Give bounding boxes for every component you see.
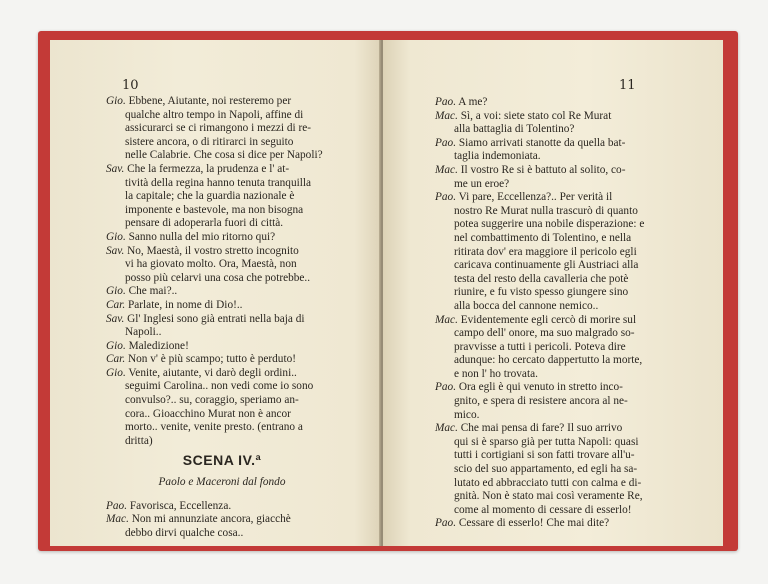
text-line [435,477,695,491]
text-line [106,421,338,435]
text-line [106,408,338,422]
speaker-label: Mac. [435,163,458,176]
line-text: Favorisca, Eccellenza. [129,499,232,512]
line-text: nelle Calabrie. Che cosa si dice per Napoli? [125,149,323,162]
line-text: posso più celarvi una cosa che potrebbe.. [125,271,311,284]
line-text: pensare di adoperarla fuori di città. [125,217,284,230]
line-text: ritirata dov' era maggiore il pericolo egli [454,245,637,258]
text-line [106,435,338,449]
speaker-label: Pao. [435,96,457,108]
text-line [435,218,695,232]
line-text: tività della regina hanno tenuta tranquilla [125,176,312,189]
line-text: taglia indemoniata. [454,150,541,163]
line-text: imponente e bastevole, ma non bisogna [125,203,304,216]
speaker-label: Pao. [435,381,457,394]
left-page-text [106,95,338,540]
text-line [435,246,695,260]
text-line [106,163,338,177]
line-text: come al momento di cessare di esserlo! [454,503,632,516]
text-line [435,259,695,273]
text-line [106,109,338,123]
text-line [435,409,695,423]
speaker-label: Gio. [106,95,126,107]
line-text: Sì, a voi: siete stato col Re Murat [460,109,612,122]
line-text: riunire, e fu visto spesso giungere sino [454,286,629,299]
line-text: Napoli.. [125,326,162,339]
text-line [106,231,338,245]
line-text: campo dell' onore, ma suo malgrado so- [454,327,635,340]
text-line [106,527,338,541]
text-line [435,314,695,328]
line-text: A me? [458,96,488,108]
text-line [106,500,338,514]
line-text: Sanno nulla del mio ritorno qui? [128,230,276,243]
text-line [106,353,338,367]
text-line [106,122,338,136]
speaker-label: Mac. [435,313,458,326]
speaker-label: Gio. [106,285,126,298]
speaker-label: Mac. [435,109,458,122]
line-text: Vi pare, Eccellenza?.. Per verità il [458,191,613,204]
speaker-label: Sav. [106,162,125,175]
speaker-label: Car. [106,298,126,311]
text-line [106,313,338,327]
text-line [106,326,338,340]
text-line [106,367,338,381]
text-line [106,258,338,272]
text-line [435,232,695,246]
line-text: Non mi annunziate ancora, giacchè [131,513,291,526]
line-text: Maledizione! [128,339,189,352]
text-line [435,178,695,192]
line-text: nostro Re Murat nulla trascurò di quanto [454,204,638,217]
line-text: caricava continuamente gli Austriaci alla [454,259,639,272]
line-text: e non l' ho trovata. [454,367,538,380]
text-line [106,340,338,354]
text-line [435,395,695,409]
text-line [435,517,695,531]
page-number-right: 11 [619,78,636,93]
line-text: gnità. Non è stato mai così veramente Re, [454,490,643,503]
speaker-label: Gio. [106,339,126,352]
line-text: assicurarci se ci rimangono i mezzi di re- [125,122,312,135]
text-line [435,137,695,151]
speaker-label: Sav. [106,244,125,257]
text-line [106,380,338,394]
speaker-label: Car. [106,353,126,366]
line-text: morto.. venite, venite presto. (entrano a [125,421,303,434]
text-line [435,354,695,368]
line-text: qualche altro tempo in Napoli, affine di [125,108,304,121]
scene-title: SCENA IV.ª [182,452,262,469]
speaker-label: Gio. [106,230,126,243]
line-text: Parlate, in nome di Dio!.. [127,298,243,311]
speaker-label: Pao. [435,136,457,149]
line-text: alla battaglia di Tolentino? [454,123,575,136]
line-text: Che mai?.. [128,285,178,298]
line-text: lutato ed abbracciato tutti con calma e di- [454,476,642,489]
line-text: tutti i cortigiani si son fatti trovare all'u- [454,449,635,462]
line-text: Ebbene, Aiutante, noi resteremo per [128,95,292,107]
line-text: Venite, aiutante, vi darò degli ordini.. [128,366,297,379]
line-text: Cessare di esserlo! Che mai dite? [458,517,610,530]
line-text: dritta) [125,434,153,447]
text-line [435,449,695,463]
text-line [435,463,695,477]
text-line [106,285,338,299]
speaker-label: Mac. [106,513,129,526]
line-text: qui si è sparso già per tutta Napoli: quasi [454,435,639,448]
line-text: alla bocca del cannone nemico.. [454,299,599,312]
speaker-label: Mac. [435,422,458,435]
text-line [106,136,338,150]
right-page-text [435,96,695,531]
line-text: me un eroe? [454,177,510,190]
text-line [435,286,695,300]
line-text: Il vostro Re si è battuto al solito, co- [460,163,626,176]
speaker-label: Sav. [106,312,125,325]
text-line [435,164,695,178]
line-text: pravvisse a tutti i pericoli. Poteva dire [454,340,626,353]
line-text: mico. [454,408,480,421]
text-line [435,422,695,436]
line-text: sistere ancora, o di ritirarci in seguito [125,135,294,148]
line-text: Che la fermezza, la prudenza e l' at- [127,162,290,175]
speaker-label: Pao. [435,517,457,530]
text-line [435,490,695,504]
text-line [435,96,695,110]
text-line [435,341,695,355]
line-text: convulso?.. su, coraggio, speriamo an- [125,394,299,407]
line-text: Evidentemente egli cercò di morire sul [460,313,637,326]
text-line [435,436,695,450]
page-number-left: 10 [122,78,139,93]
line-text: Che mai pensa di fare? Il suo arrivo [460,422,623,435]
text-line [435,110,695,124]
text-line [106,272,338,286]
text-line [435,191,695,205]
text-line [106,394,338,408]
text-line [435,150,695,164]
line-text: adunque: ho cercato dappertutto la morte, [454,354,643,367]
text-line [106,245,338,259]
text-line [435,368,695,382]
text-line [435,504,695,518]
stage-direction: Paolo e Maceroni dal fondo [158,476,286,489]
line-text: vi ha giovato molto. Ora, Maestà, non [125,258,297,271]
line-text: scio del suo appartamento, ed egli ha sa- [454,463,638,476]
line-text: cora.. Gioacchino Murat non è ancor [125,407,291,420]
line-text: gnito, e spera di resistere ancora al ne- [454,395,628,408]
line-text: seguimi Carolina.. non vedi come io sono [125,380,314,393]
text-line [106,95,338,109]
right-page [383,40,723,546]
line-text: la capitale; che la guardia nazionale è [125,190,295,203]
left-page [50,40,381,546]
speaker-label: Gio. [106,366,126,379]
text-line [106,149,338,163]
text-line [106,513,338,527]
line-text: potea suggerire una nobile disperazione: e [454,218,645,231]
text-line [106,217,338,231]
speaker-label: Pao. [435,191,457,204]
text-line [435,205,695,219]
text-line [435,273,695,287]
line-text: Non v' è più scampo; tutto è perduto! [127,353,296,366]
line-text: testa del resto della cavalleria che potè [454,272,629,285]
line-text: Gl' Inglesi sono già entrati nella baja di [127,312,305,325]
text-line [435,300,695,314]
text-line [435,381,695,395]
text-line [106,204,338,218]
text-line [435,123,695,137]
text-line [106,177,338,191]
line-text: nel combattimento di Tolentino, e nella [454,231,632,244]
line-text: debbo dirvi qualche cosa.. [125,526,244,539]
line-text: No, Maestà, il vostro stretto incognito [127,244,299,257]
text-line [106,299,338,313]
text-line [106,190,338,204]
speaker-label: Pao. [106,499,128,512]
line-text: Siamo arrivati stanotte da quella bat- [458,136,626,149]
text-line [435,327,695,341]
line-text: Ora egli è qui venuto in stretto inco- [458,381,623,394]
